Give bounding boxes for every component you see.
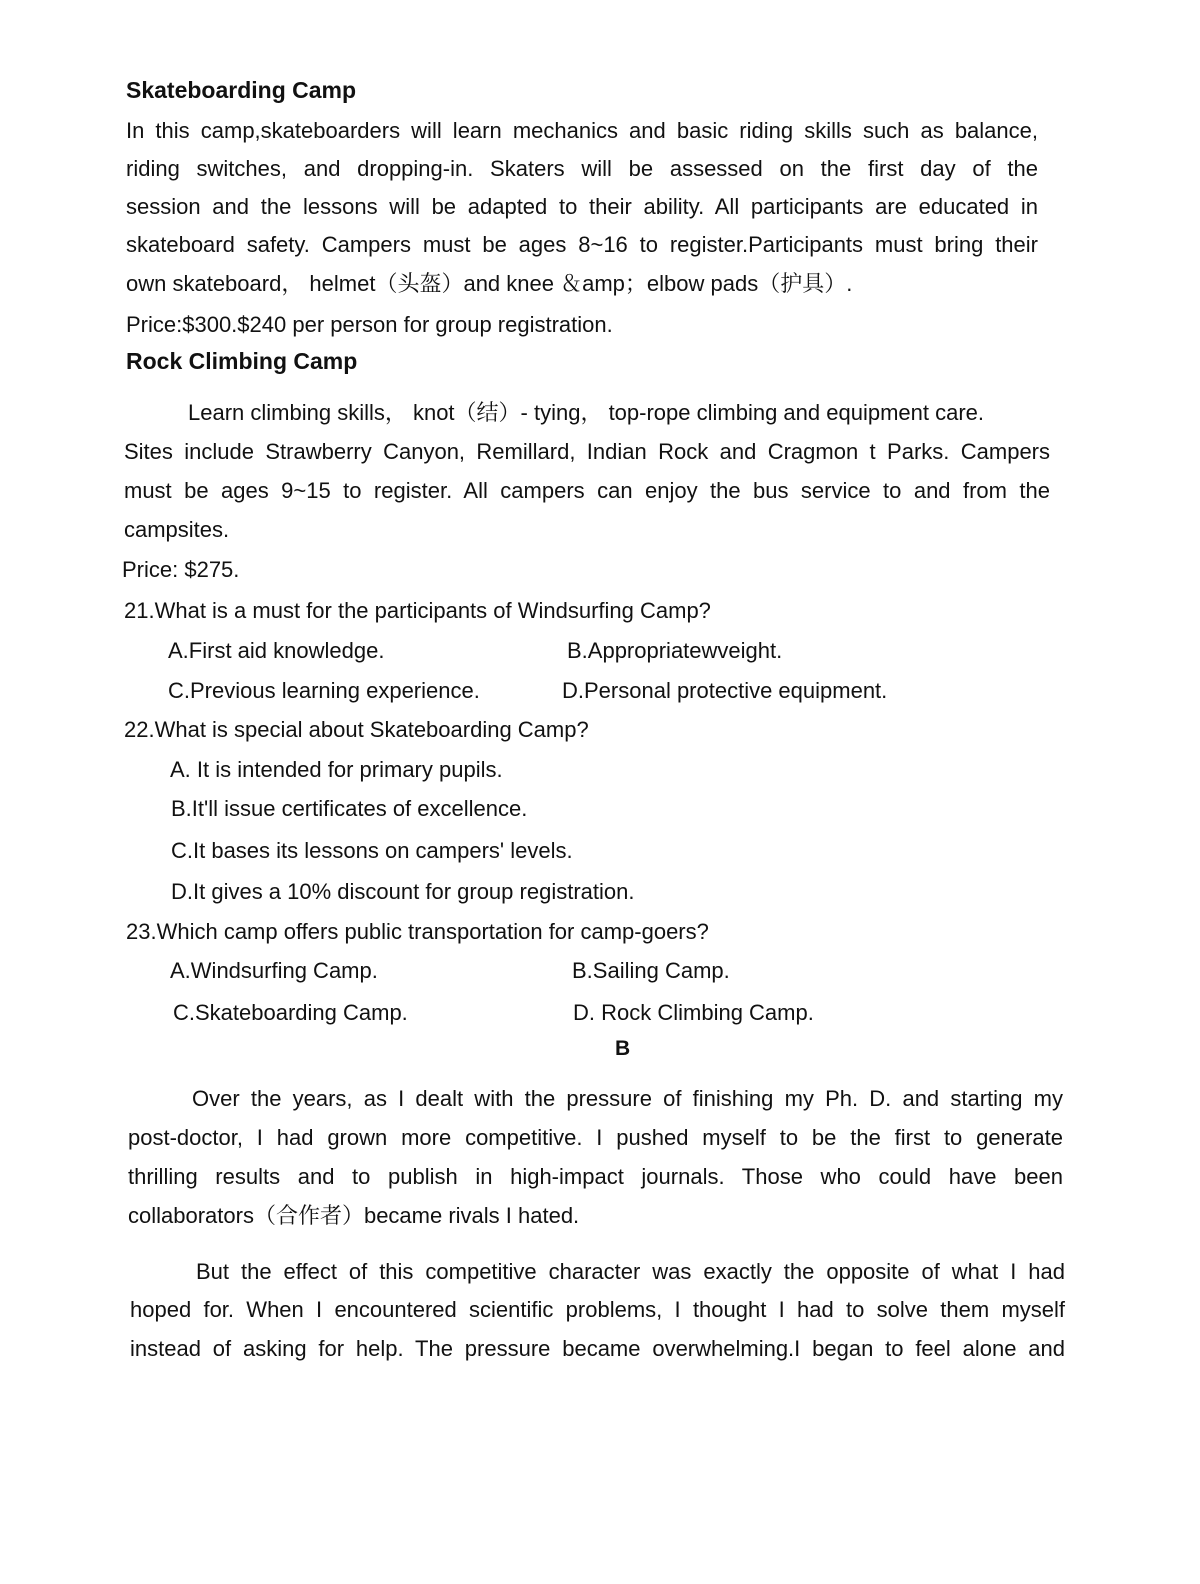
question-22-option-c: C.It bases its lessons on campers' levels. — [171, 838, 573, 863]
rock-climbing-camp-title: Rock Climbing Camp — [126, 348, 358, 374]
skateboarding-camp-title: Skateboarding Camp — [126, 77, 357, 103]
question-21-option-c: C.Previous learning experience. — [168, 678, 480, 703]
rock-line: Learn climbing skills， knot（结）- tying， top-rope climbing and equipment care. — [188, 400, 985, 425]
section-b-label: B — [615, 1037, 631, 1060]
rock-price: Price: $275. — [122, 557, 240, 582]
question-23-stem: 23.Which camp offers public transportation for camp-goers? — [126, 919, 709, 944]
question-22-option-a: A. It is intended for primary pupils. — [170, 757, 503, 782]
question-22-stem: 22.What is special about Skateboarding Camp? — [124, 717, 589, 742]
rock-line: Sites include Strawberry Canyon, Remillard, Indian Rock and Cragmon t Parks. Campers — [124, 439, 1050, 464]
question-23-option-c: C.Skateboarding Camp. — [173, 1000, 408, 1025]
passage-b-line: Over the years, as I dealt with the pressure of finishing my Ph. D. and starting my — [192, 1086, 1063, 1111]
question-23-option-a: A.Windsurfing Camp. — [170, 958, 378, 983]
question-21-option-b: B.Appropriatewveight. — [567, 638, 783, 663]
question-22-option-b: B.It'll issue certificates of excellence. — [171, 796, 528, 821]
question-21-option-d: D.Personal protective equipment. — [562, 678, 888, 703]
question-23-option-b: B.Sailing Camp. — [572, 958, 730, 983]
passage-b-line: hoped for. When I encountered scientific problems, I thought I had to solve them myself — [130, 1297, 1065, 1322]
skate-line: riding switches, and dropping-in. Skaters will be assessed on the first day of the — [126, 156, 1038, 181]
skate-line: session and the lessons will be adapted to their ability. All participants are educated in — [126, 194, 1038, 219]
passage-b-line: post-doctor, I had grown more competitive. I pushed myself to be the first to generate — [128, 1125, 1063, 1150]
skate-line: own skateboard， helmet（头盔）and knee ＆amp；elbow pads（护具）. — [126, 271, 853, 296]
rock-line: campsites. — [124, 517, 230, 542]
question-23-option-d: D. Rock Climbing Camp. — [573, 1000, 814, 1025]
rock-line: must be ages 9~15 to register. All campers can enjoy the bus service to and from the — [124, 478, 1050, 503]
skate-line: skateboard safety. Campers must be ages 8~16 to register.Participants must bring their — [126, 232, 1038, 257]
question-21-stem: 21.What is a must for the participants of Windsurfing Camp? — [124, 598, 711, 623]
passage-b-line: But the effect of this competitive character was exactly the opposite of what I had — [196, 1259, 1065, 1284]
passage-b-line: instead of asking for help. The pressure became overwhelming.I began to feel alone and — [130, 1336, 1065, 1361]
passage-b-line: thrilling results and to publish in high-impact journals. Those who could have been — [128, 1164, 1063, 1189]
skate-line: In this camp,skateboarders will learn mechanics and basic riding skills such as balance, — [126, 118, 1038, 143]
passage-b-line: collaborators（合作者）became rivals I hated. — [128, 1203, 580, 1228]
question-22-option-d: D.It gives a 10% discount for group registration. — [171, 879, 635, 904]
skate-price: Price:$300.$240 per person for group registration. — [126, 312, 613, 337]
question-21-option-a: A.First aid knowledge. — [168, 638, 385, 663]
